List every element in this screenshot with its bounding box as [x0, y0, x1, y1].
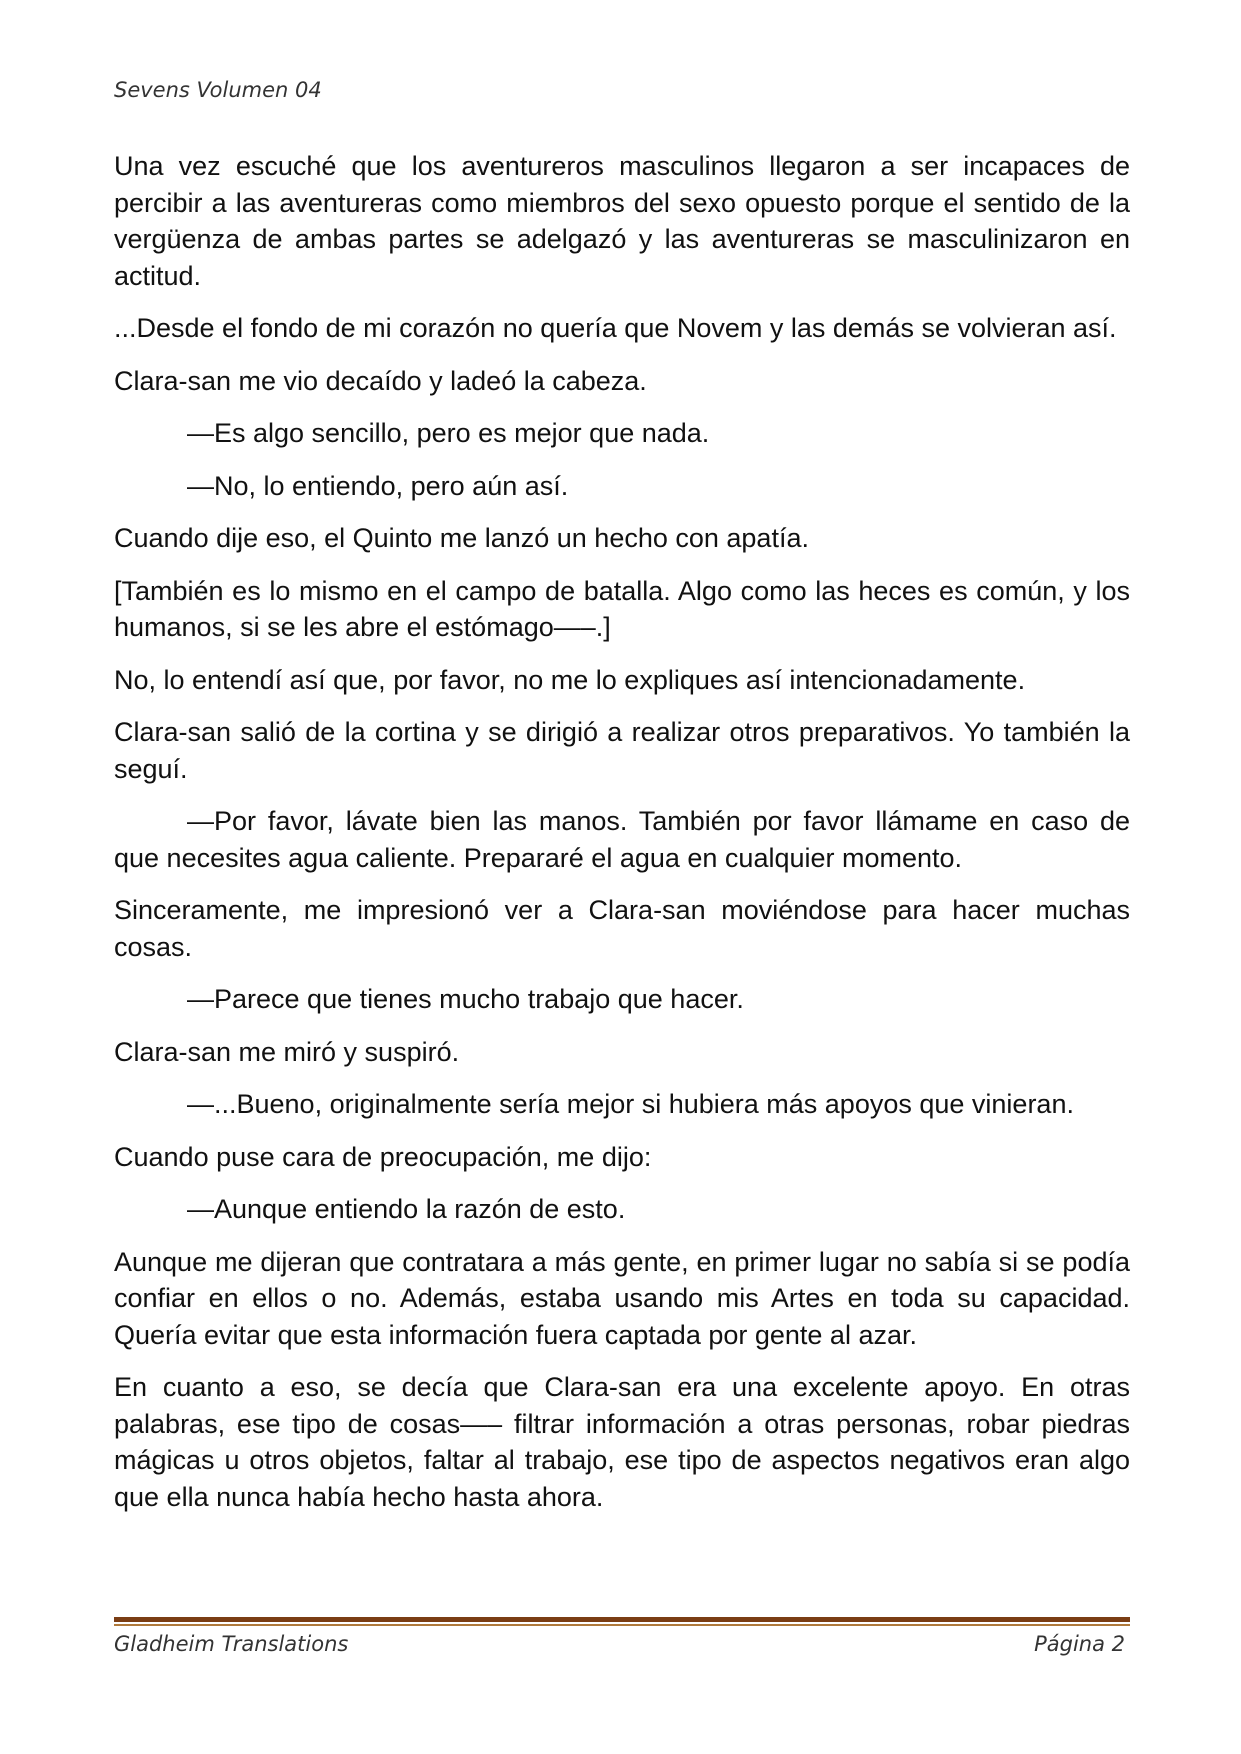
- paragraph: Clara-san salió de la cortina y se dirigió a realizar otros preparativos. Yo también la seguí.: [114, 717, 1130, 784]
- page-number: Página 2: [1034, 1632, 1125, 1656]
- running-header: Sevens Volumen 04: [114, 78, 322, 102]
- dialog-line: —...Bueno, originalmente sería mejor si hubiera más apoyos que vinieran.: [187, 1089, 1074, 1119]
- body-text: [114, 148, 1130, 1531]
- footer-divider: [114, 1617, 1130, 1626]
- dialog-line: —No, lo entiendo, pero aún así.: [187, 470, 569, 501]
- paragraph: Sinceramente, me impresionó ver a Clara-san moviéndose para hacer muchas cosas.: [114, 895, 1130, 962]
- footer-divider-thin: [114, 1624, 1130, 1626]
- paragraph: Una vez escuché que los aventureros masculinos llegaron a ser incapaces de percibir a las aventureras como miembros del sexo opuesto porque el sentido de la vergüenza de ambas partes se adelgazó y las aventureras se masculinizaron en actitud.: [114, 151, 1130, 291]
- paragraph: En cuanto a eso, se decía que Clara-san era una excelente apoyo. En otras palabras, ese tipo de cosas—– filtrar información a otras personas, robar piedras mágicas u otros objetos, faltar al trabajo, ese tipo de aspectos negativos eran algo que ella nunca había hecho hasta ahora.: [114, 1372, 1130, 1512]
- footer-credit: Gladheim Translations: [114, 1632, 349, 1656]
- dialog-line: —Es algo sencillo, pero es mejor que nada.: [187, 418, 710, 448]
- paragraph: Cuando puse cara de preocupación, me dijo:: [114, 1141, 652, 1172]
- paragraph: Cuando dije eso, el Quinto me lanzó un hecho con apatía.: [114, 523, 809, 553]
- paragraph: ...Desde el fondo de mi corazón no quería que Novem y las demás se volvieran así.: [114, 313, 1117, 343]
- paragraph: Clara-san me vio decaído y ladeó la cabeza.: [114, 365, 647, 396]
- footer-divider-thick: [114, 1617, 1130, 1622]
- paragraph: Clara-san me miró y suspiró.: [114, 1036, 460, 1067]
- dialog-line: —Por favor, lávate bien las manos. También por favor llámame en caso de que necesites agua caliente. Prepararé el agua en cualquier momento.: [114, 806, 1130, 873]
- paragraph: [También es lo mismo en el campo de batalla. Algo como las heces es común, y los humanos, si se les abre el estómago—–.]: [114, 575, 1130, 642]
- paragraph: Aunque me dijeran que contratara a más gente, en primer lugar no sabía si se podía confiar en ellos o no. Además, estaba usando mis Artes en toda su capacidad. Quería evitar que esta información fuera captada por gente al azar.: [114, 1246, 1130, 1350]
- paragraph: No, lo entendí así que, por favor, no me lo expliques así intencionadamente.: [114, 664, 1026, 695]
- dialog-line: —Parece que tienes mucho trabajo que hacer.: [187, 984, 744, 1014]
- dialog-line: —Aunque entiendo la razón de esto.: [187, 1194, 626, 1224]
